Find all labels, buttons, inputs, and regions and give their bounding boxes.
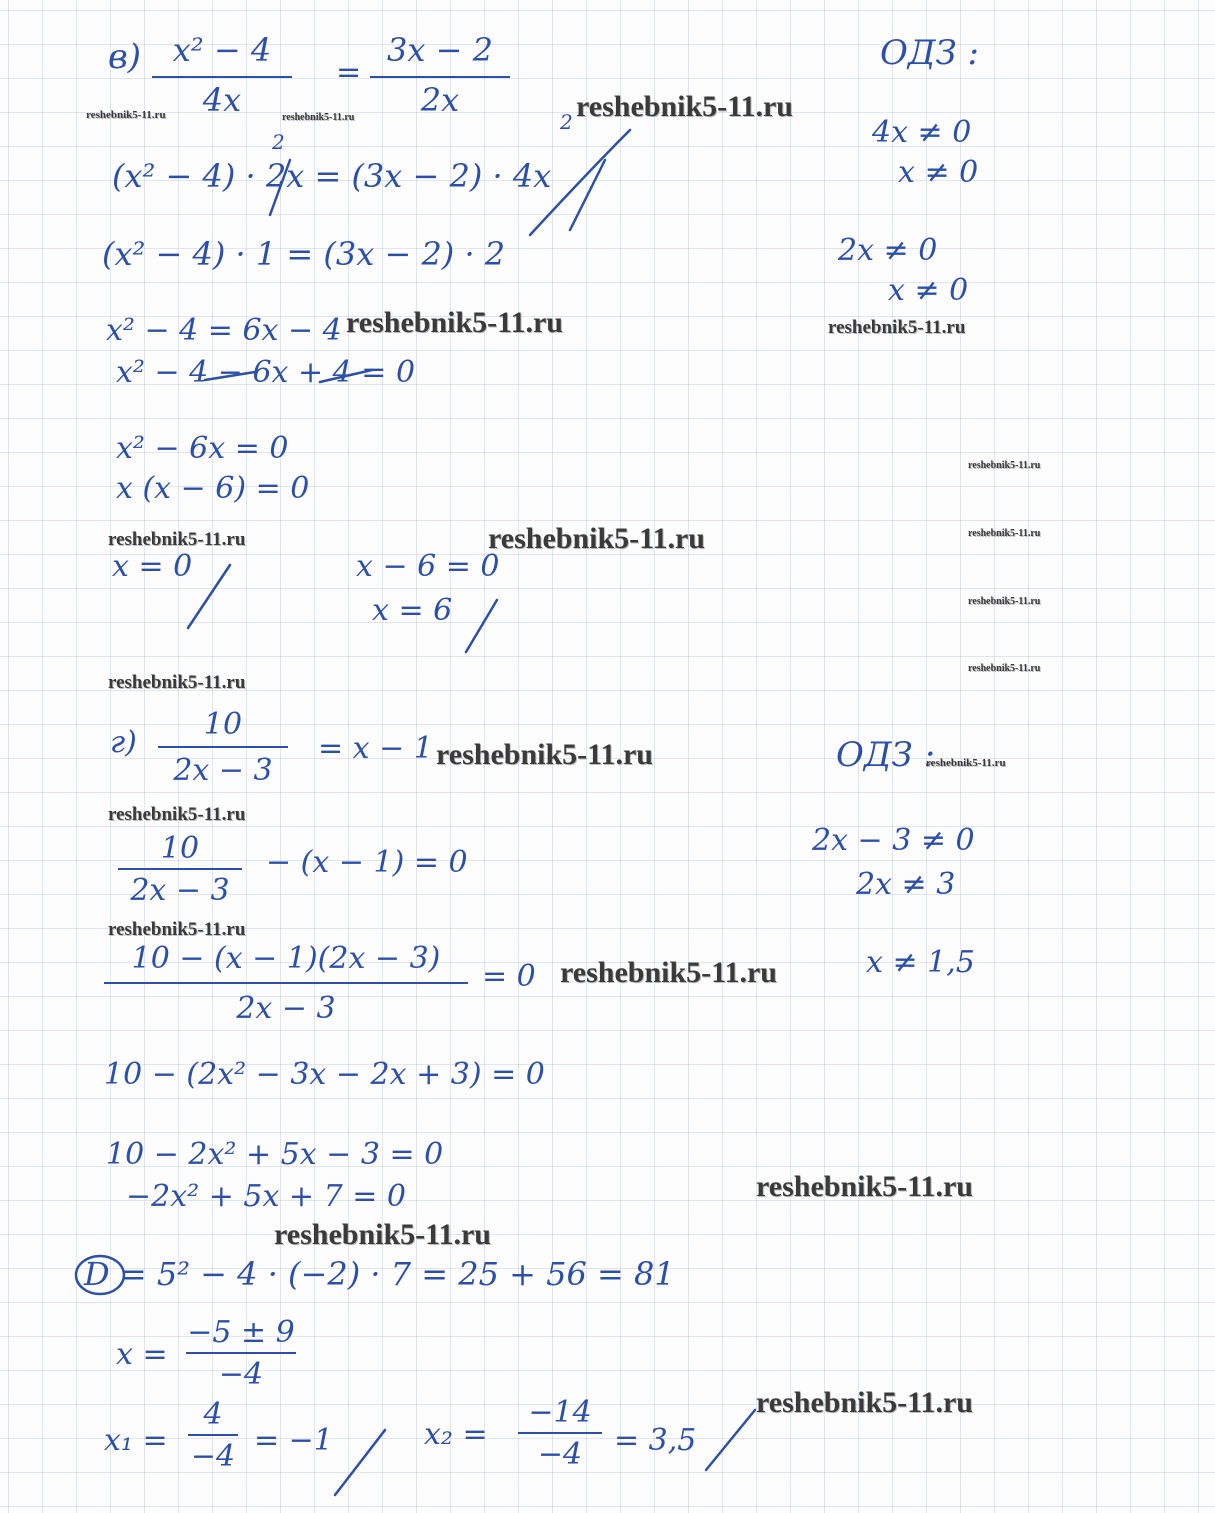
fraction-bar (370, 76, 510, 78)
fraction-numerator: 10 − (x − 1)(2x − 3) (131, 941, 441, 976)
watermark: reshebnik5-11.ru (488, 522, 705, 555)
fraction-bar (186, 1352, 296, 1354)
fraction-denominator: 4x (202, 81, 242, 119)
fraction-denominator: 2x − 3 (173, 753, 273, 788)
step-line: x² − 4 = 6x − 4 (106, 313, 342, 348)
equation-rhs: = x − 1 (318, 731, 433, 766)
fraction-numerator: −14 (528, 1395, 592, 1430)
watermark: reshebnik5-11.ru (436, 738, 653, 771)
fraction-denominator: −4 (190, 1439, 236, 1474)
watermark: reshebnik5-11.ru (282, 112, 355, 123)
part-v-label: в) (108, 37, 142, 77)
check-mark (466, 600, 497, 652)
fraction-numerator: 10 (203, 707, 243, 742)
discriminant-line: D = 5² − 4 · (−2) · 7 = 25 + 56 = 81 (84, 1255, 675, 1293)
fraction-numerator: 4 (203, 1397, 223, 1432)
watermark: reshebnik5-11.ru (926, 757, 1006, 769)
odz-line: 2x − 3 ≠ 0 (812, 823, 975, 858)
odz-line: x ≠ 0 (898, 155, 979, 190)
watermark: reshebnik5-11.ru (346, 306, 563, 339)
step2-fraction (104, 940, 468, 1030)
odz-line: x ≠ 0 (888, 273, 969, 308)
fraction-bar (518, 1432, 602, 1434)
step-line: x (x − 6) = 0 (116, 471, 310, 506)
fraction-denominator: −4 (218, 1357, 264, 1392)
part-v-lhs-fraction (152, 28, 292, 120)
watermark: reshebnik5-11.ru (86, 109, 166, 121)
step-line: x² − 4 − 6x + 4 = 0 (116, 355, 416, 390)
part-g-odz-title: ОДЗ : (836, 735, 935, 775)
root-line: x = 6 (372, 593, 453, 628)
part-v-rhs-fraction (370, 28, 510, 120)
check-mark (188, 565, 230, 628)
step-line: 10 − 2x² + 5x − 3 = 0 (106, 1137, 444, 1172)
step-line: 10 − (2x² − 3x − 2x + 3) = 0 (104, 1057, 545, 1092)
watermark: reshebnik5-11.ru (108, 672, 246, 693)
fraction-denominator: 2x (420, 81, 460, 119)
fraction-denominator: 2x − 3 (236, 991, 336, 1026)
odz-line: 2x ≠ 0 (838, 233, 938, 268)
x1-result: = −1 (254, 1423, 333, 1458)
fraction-denominator: 2x − 3 (130, 873, 230, 908)
equals-sign: = (336, 55, 362, 90)
watermark: reshebnik5-11.ru (560, 956, 777, 989)
watermark: reshebnik5-11.ru (576, 90, 793, 123)
x2-result: = 3,5 (614, 1423, 697, 1458)
watermark: reshebnik5-11.ru (756, 1386, 973, 1419)
step1-fraction (118, 832, 242, 916)
watermark: reshebnik5-11.ru (756, 1170, 973, 1203)
fraction-bar (188, 1434, 238, 1436)
part-v-odz-title: ОДЗ : (880, 33, 979, 73)
watermark: reshebnik5-11.ru (968, 663, 1041, 674)
odz-line: 2x ≠ 3 (856, 867, 956, 902)
x1-lhs: x₁ = (104, 1423, 168, 1458)
fraction-bar (118, 868, 242, 870)
fraction-numerator: x² − 4 (172, 31, 272, 69)
step-line: (x² − 4) · 1 = (3x − 2) · 2 (102, 235, 506, 273)
cancel-mark (570, 160, 605, 230)
watermark: reshebnik5-11.ru (968, 528, 1041, 539)
step-line: x² − 6x = 0 (116, 431, 289, 466)
watermark: reshebnik5-11.ru (274, 1218, 491, 1251)
fraction-numerator: 10 (160, 831, 200, 866)
part-g-fraction (158, 708, 288, 792)
root-line: x − 6 = 0 (356, 549, 500, 584)
fraction-numerator: −5 ± 9 (187, 1315, 295, 1350)
odz-line: 4x ≠ 0 (872, 115, 972, 150)
watermark: reshebnik5-11.ru (968, 596, 1041, 607)
step-line: − (x − 1) = 0 (266, 845, 468, 880)
step-line: −2x² + 5x + 7 = 0 (126, 1179, 406, 1214)
x1-fraction (188, 1397, 238, 1482)
cancel-note: 2 (560, 110, 573, 134)
cancel-note: 2 (272, 130, 285, 154)
odz-line: x ≠ 1,5 (866, 945, 975, 980)
fraction-bar (158, 746, 288, 748)
watermark: reshebnik5-11.ru (108, 919, 246, 940)
fraction-numerator: 3x − 2 (387, 31, 493, 69)
check-mark (335, 1430, 385, 1495)
x2-lhs: x₂ = (424, 1417, 488, 1452)
watermark: reshebnik5-11.ru (108, 529, 246, 550)
watermark: reshebnik5-11.ru (828, 317, 966, 338)
x2-fraction (518, 1395, 602, 1482)
x-formula-fraction (186, 1316, 296, 1398)
root-line: x = 0 (112, 549, 193, 584)
fraction-bar (104, 982, 468, 984)
fraction-bar (152, 76, 292, 78)
part-g-label: г) (110, 725, 137, 760)
check-mark (706, 1410, 755, 1470)
fraction-denominator: −4 (537, 1437, 583, 1472)
step-line: (x² − 4) · 2x = (3x − 2) · 4x (112, 157, 552, 195)
watermark: reshebnik5-11.ru (968, 460, 1041, 471)
x-formula-lhs: x = (116, 1337, 168, 1372)
step-line: = 0 (482, 959, 536, 994)
watermark: reshebnik5-11.ru (108, 804, 246, 825)
